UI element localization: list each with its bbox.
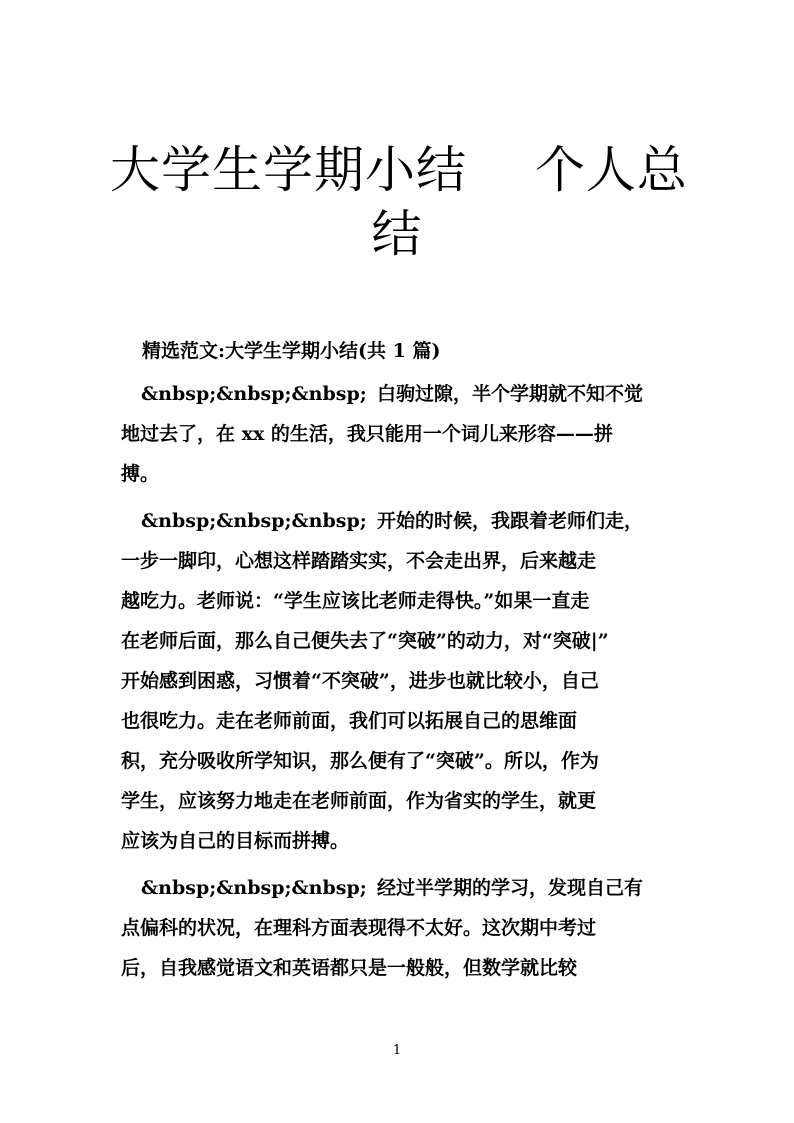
paragraph-line: 也很吃力。走在老师前面，我们可以拓展自己的思维面 [121, 710, 578, 732]
nbsp-prefix: &nbsp;&nbsp;&nbsp; [141, 383, 367, 405]
title-line-1: 大学生学期小结 个人总 [110, 141, 688, 199]
paragraph-line: 积，充分吸收所学知识，那么便有了“突破”。所以，作为 [121, 750, 599, 772]
paragraph-line: 搏。 [121, 463, 160, 485]
paragraph-line: 应该为自己的目标而拼搏。 [121, 830, 350, 852]
paragraph-line: 地过去了，在 xx 的生活，我只能用一个词儿来形容——拼 [121, 423, 613, 445]
nbsp-prefix: &nbsp;&nbsp;&nbsp; [141, 510, 367, 532]
paragraph-2 [121, 501, 681, 861]
document-title [110, 138, 688, 266]
paragraph-line: 越吃力。老师说：“学生应该比老师走得快。”如果一直走 [121, 590, 590, 612]
paragraph-line: 学生，应该努力地走在老师前面，作为省实的学生，就更 [121, 790, 597, 812]
title-line-2: 结 [371, 205, 423, 263]
paragraph-line: 开始感到困惑，习惯着“不突破”，进步也就比较小，自己 [121, 670, 599, 692]
paragraph-text: 经过半学期的学习，发现自己有 [377, 877, 644, 899]
paragraph-line: 一步一脚印，心想这样踏踏实实，不会走出界，后来越走 [121, 550, 597, 572]
paragraph-text: 开始的时候，我跟着老师们走， [377, 510, 644, 532]
document-subtitle: 精选范文:大学生学期小结(共 1 篇) [142, 340, 441, 362]
document-body [121, 374, 681, 995]
paragraph-3 [121, 868, 681, 988]
paragraph-line: 点偏科的状况，在理科方面表现得不太好。这次期中考过 [121, 917, 597, 939]
paragraph-line [121, 374, 681, 414]
paragraph-text: 白驹过隙，半个学期就不知不觉 [377, 383, 644, 405]
nbsp-prefix: &nbsp;&nbsp;&nbsp; [141, 877, 367, 899]
paragraph-line: 后，自我感觉语文和英语都只是一般般，但数学就比较 [121, 957, 578, 979]
paragraph-line [121, 868, 681, 908]
page-number: 1 [392, 1043, 402, 1058]
paragraph-1 [121, 374, 681, 494]
paragraph-line: 在老师后面，那么自己便失去了“突破”的动力，对“突破|” [121, 630, 609, 652]
paragraph-line [121, 501, 681, 541]
